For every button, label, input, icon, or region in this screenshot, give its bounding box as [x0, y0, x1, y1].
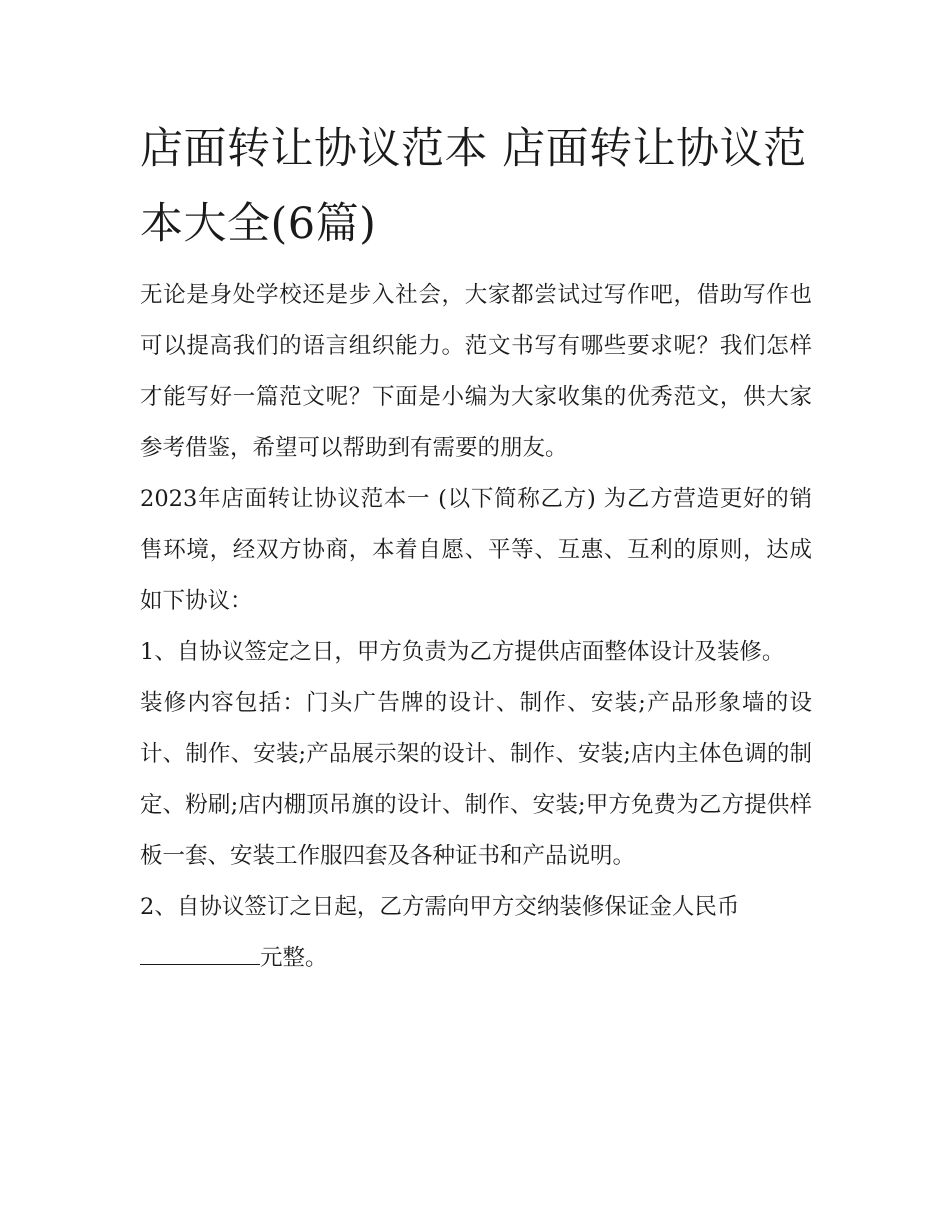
clause-2 [140, 882, 812, 984]
clause-1: 1、自协议签定之日，甲方负责为乙方提供店面整体设计及装修。 [140, 639, 785, 665]
intro-paragraph: 无论是身处学校还是步入社会，大家都尝试过写作吧，借助写作也可以提高我们的语言组织能力。范文书写有哪些要求呢？我们怎样才能写好一篇范文呢？下面是小编为大家收集的优秀范文，供大家参考借鉴，希望可以帮助到有需要的朋友。 [140, 282, 812, 461]
clause-2-suffix: 元整。 [260, 945, 328, 971]
amount-blank-line [140, 934, 260, 965]
document-title: 店面转让协议范本 店面转让协议范本大全(6篇) [140, 124, 807, 249]
agreement-preamble: 2023年店面转让协议范本一 (以下简称乙方) 为乙方营造更好的销售环境，经双方协商，本着自愿、平等、互惠、互利的原则，达成如下协议： [140, 486, 812, 614]
document-body [140, 112, 812, 984]
decoration-content: 装修内容包括：门头广告牌的设计、制作、安装;产品形象墙的设计、制作、安装;产品展示架的设计、制作、安装;店内主体色调的制定、粉刷;店内棚顶吊旗的设计、制作、安装;甲方免费为乙方提供样板一套、安装工作服四套及各种证书和产品说明。 [140, 690, 812, 869]
clause-2-text: 2、自协议签订之日起，乙方需向甲方交纳装修保证金人民币 [140, 894, 740, 920]
